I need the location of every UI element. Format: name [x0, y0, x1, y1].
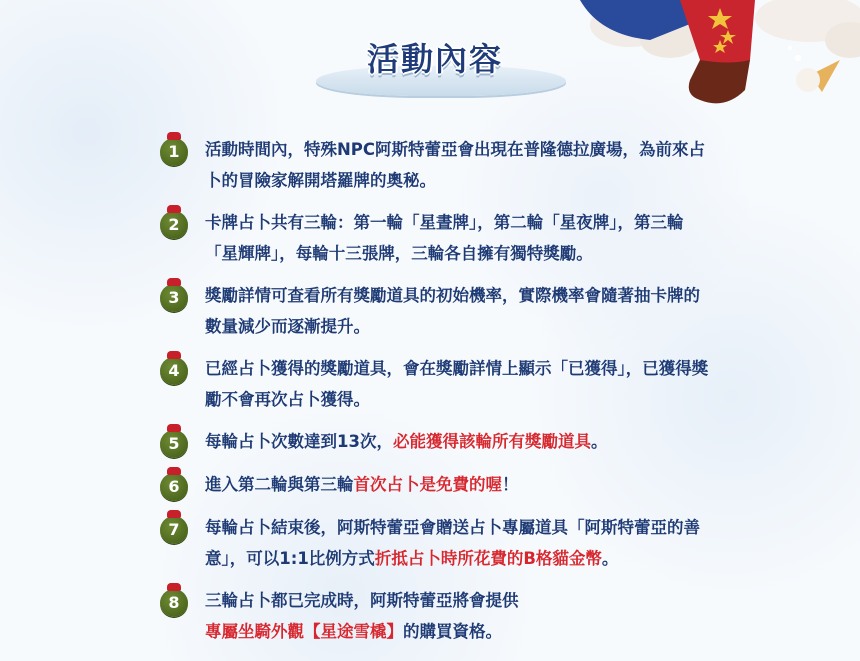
number-badge: 3	[160, 284, 188, 312]
list-item	[160, 585, 720, 647]
item-text: 已經占卜獲得的獎勵道具，會在獎勵詳情上顯示「已獲得」，已獲得獎勵不會再次占卜獲得。	[205, 359, 709, 409]
list-item	[160, 134, 720, 196]
list-item	[160, 280, 720, 342]
list-item	[160, 207, 720, 269]
activity-rules-list	[160, 134, 720, 658]
list-item	[160, 426, 720, 458]
item-text: 三輪占卜都已完成時，阿斯特蕾亞將會提供專屬坐騎外觀【星途雪橇】的購買資格。	[205, 591, 519, 641]
number-badge: 7	[160, 516, 188, 544]
item-text: 卡牌占卜共有三輪：第一輪「星晝牌」，第二輪「星夜牌」，第三輪「星輝牌」，每輪十三張牌，三輪各自擁有獨特獎勵。	[205, 213, 684, 263]
number-badge: 8	[160, 589, 188, 617]
item-text: 獎勵詳情可查看所有獎勵道具的初始機率，實際機率會隨著抽卡牌的數量減少而逐漸提升。	[205, 286, 700, 336]
number-badge: 2	[160, 211, 188, 239]
page-title: 活動內容	[366, 40, 503, 78]
number-badge: 5	[160, 430, 188, 458]
santa-boot-decoration	[560, 0, 860, 120]
item-text: 每輪占卜結束後，阿斯特蕾亞會贈送占卜專屬道具「阿斯特蕾亞的善意」，可以1:1比例方式折抵占卜時所花費的B格貓金幣。	[205, 518, 700, 568]
number-badge: 4	[160, 357, 188, 385]
list-item	[160, 469, 720, 501]
item-text: 每輪占卜次數達到13次，必能獲得該輪所有獎勵道具。	[205, 432, 608, 451]
section-title-banner	[310, 30, 570, 110]
item-text: 活動時間內，特殊NPC阿斯特蕾亞會出現在普隆德拉廣場，為前來占卜的冒險家解開塔羅牌的奧秘。	[205, 140, 706, 190]
list-item	[160, 512, 720, 574]
item-text: 進入第二輪與第三輪首次占卜是免費的喔！	[205, 475, 519, 494]
list-item	[160, 353, 720, 415]
number-badge: 6	[160, 473, 188, 501]
number-badge: 1	[160, 138, 188, 166]
ice-cream-cone-icon	[788, 46, 840, 92]
